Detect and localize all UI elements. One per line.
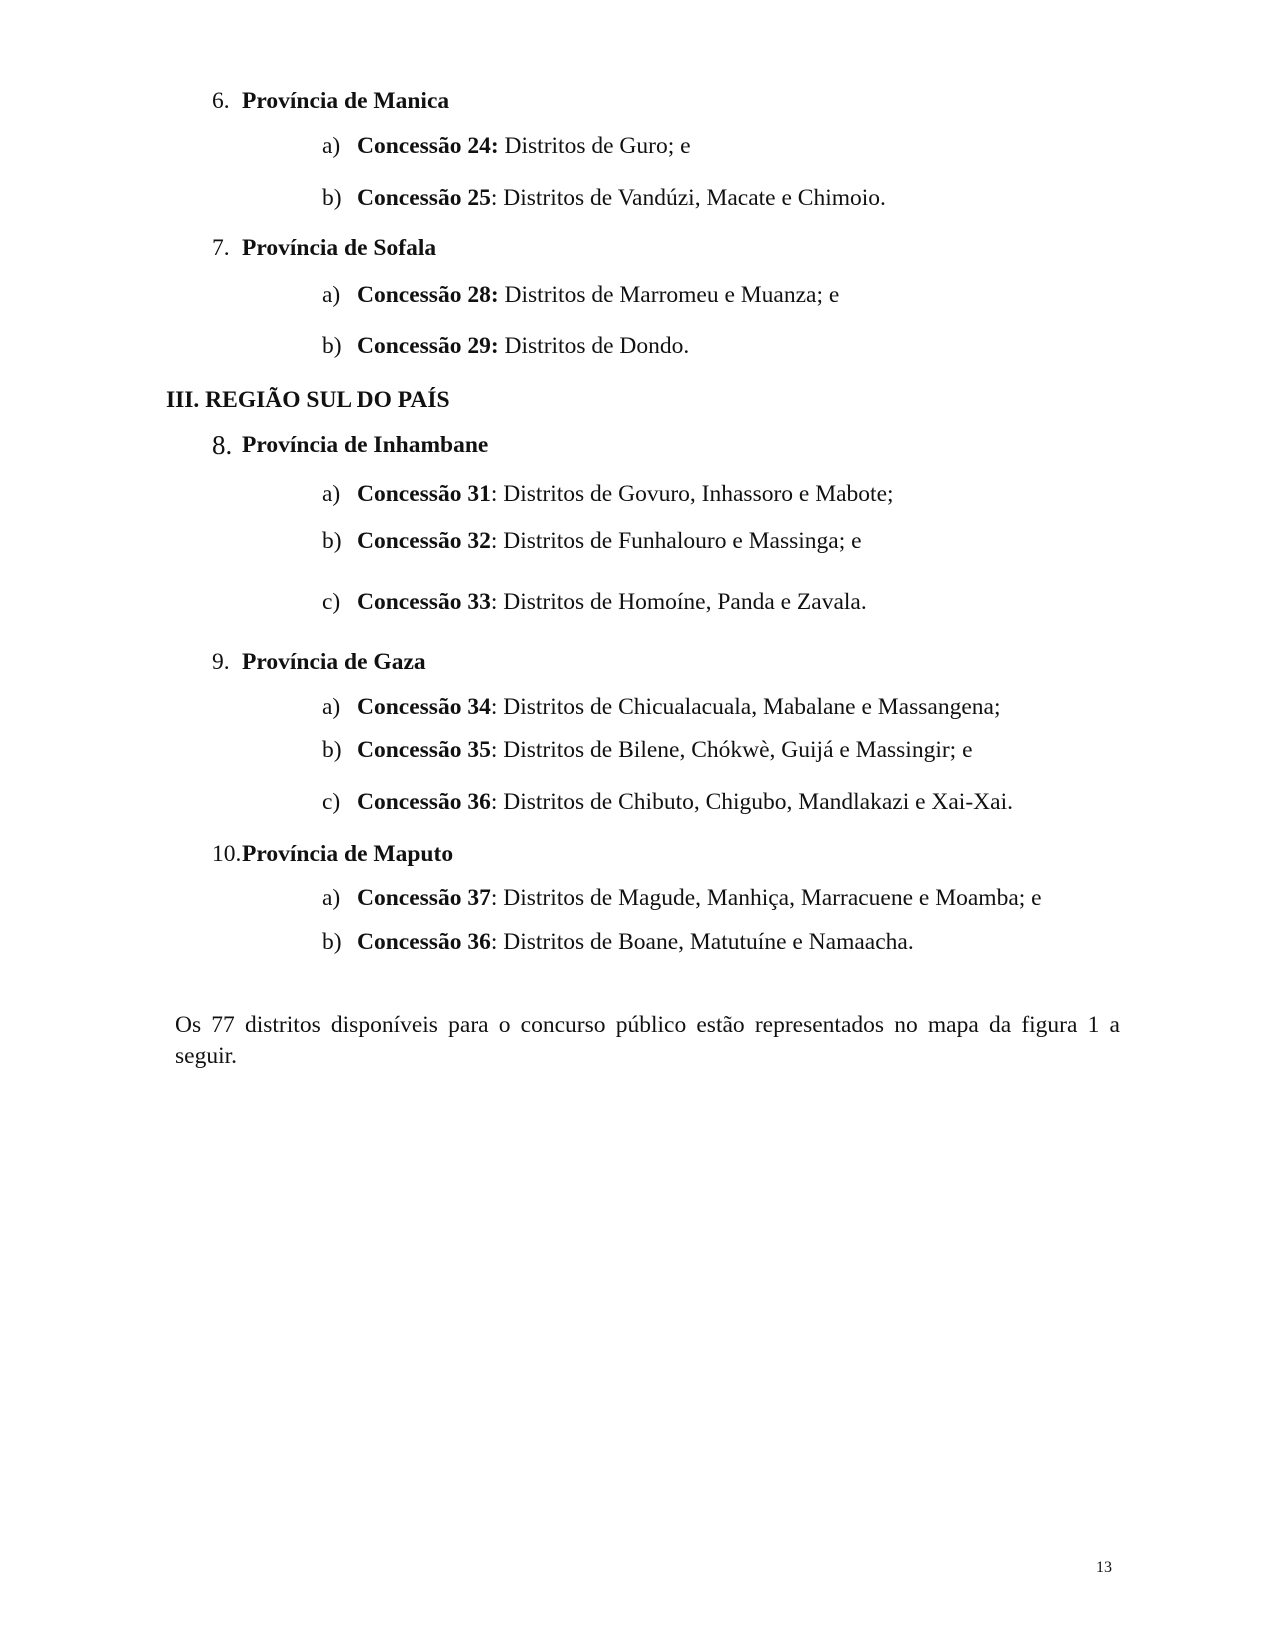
region-heading: III. REGIÃO SUL DO PAÍS: [166, 387, 450, 413]
list-item: [322, 185, 886, 211]
item-letter: c): [322, 589, 341, 615]
list-item: [322, 282, 840, 308]
province-title: Província de Sofala: [242, 235, 437, 261]
item-letter: b): [322, 185, 342, 211]
closing-paragraph: [175, 1010, 1120, 1072]
concession-text: : Distritos de Homoíne, Panda e Zavala.: [490, 589, 867, 615]
province-title: Província de Inhambane: [242, 432, 489, 458]
item-letter: b): [322, 737, 342, 763]
province-number: 7.: [212, 235, 230, 261]
concession-text: : Distritos de Vandúzi, Macate e Chimoio.: [490, 185, 886, 211]
concession-text: : Distritos de Boane, Matutuíne e Namaacha.: [490, 929, 914, 955]
concession-label: Concessão 35: [357, 737, 491, 763]
item-letter: a): [322, 885, 341, 911]
concession-text: Distritos de Dondo.: [498, 333, 690, 359]
closing-paragraph-line-2: seguir.: [175, 1043, 238, 1069]
province-6-heading: [212, 88, 450, 114]
concession-label: Concessão 34: [357, 694, 491, 720]
item-letter: a): [322, 481, 341, 507]
list-item: [322, 789, 1013, 815]
list-item: [322, 133, 691, 159]
province-title: Província de Manica: [242, 88, 450, 114]
concession-text: Distritos de Guro; e: [498, 133, 691, 159]
province-number: 6.: [212, 88, 230, 114]
list-item: [322, 481, 894, 507]
concession-text: : Distritos de Chicualacuala, Mabalane e Massangena;: [490, 694, 1001, 720]
province-8-heading: [212, 430, 489, 462]
list-item: [322, 737, 973, 763]
list-item: [322, 694, 1001, 720]
province-9-heading: [212, 649, 426, 675]
list-item: [322, 528, 862, 554]
item-letter: b): [322, 929, 342, 955]
closing-paragraph-line-1: Os 77 distritos disponíveis para o concurso público estão representados no mapa da figura 1 a: [175, 1012, 1120, 1038]
list-item: [322, 885, 1042, 911]
concession-text: : Distritos de Chibuto, Chigubo, Mandlakazi e Xai-Xai.: [490, 789, 1013, 815]
list-item: [322, 929, 914, 955]
province-number: 10.: [212, 841, 242, 867]
concession-label: Concessão 31: [357, 481, 491, 507]
page-number: 13: [1096, 1559, 1112, 1576]
concession-label: Concessão 28:: [357, 282, 499, 308]
concession-text: : Distritos de Magude, Manhiça, Marracuene e Moamba; e: [490, 885, 1042, 911]
concession-label: Concessão 29:: [357, 333, 499, 359]
concession-label: Concessão 32: [357, 528, 491, 554]
province-7-heading: [212, 235, 437, 261]
concession-label: Concessão 25: [357, 185, 491, 211]
concession-text: : Distritos de Bilene, Chókwè, Guijá e Massingir; e: [490, 737, 973, 763]
item-letter: b): [322, 528, 342, 554]
concession-label: Concessão 33: [357, 589, 491, 615]
item-letter: a): [322, 282, 341, 308]
item-letter: c): [322, 789, 341, 815]
province-title: Província de Maputo: [242, 841, 454, 867]
province-number: 8.: [212, 430, 233, 460]
item-letter: a): [322, 694, 341, 720]
concession-label: Concessão 37: [357, 885, 491, 911]
list-item: [322, 589, 867, 615]
province-title: Província de Gaza: [242, 649, 426, 675]
province-number: 9.: [212, 649, 230, 675]
concession-label: Concessão 24:: [357, 133, 499, 159]
concession-text: : Distritos de Funhalouro e Massinga; e: [490, 528, 862, 554]
item-letter: a): [322, 133, 341, 159]
concession-text: Distritos de Marromeu e Muanza; e: [498, 282, 840, 308]
concession-label: Concessão 36: [357, 929, 491, 955]
list-item: [322, 333, 690, 359]
concession-text: : Distritos de Govuro, Inhassoro e Mabote;: [490, 481, 894, 507]
province-10-heading: [212, 841, 454, 867]
concession-label: Concessão 36: [357, 789, 491, 815]
item-letter: b): [322, 333, 342, 359]
